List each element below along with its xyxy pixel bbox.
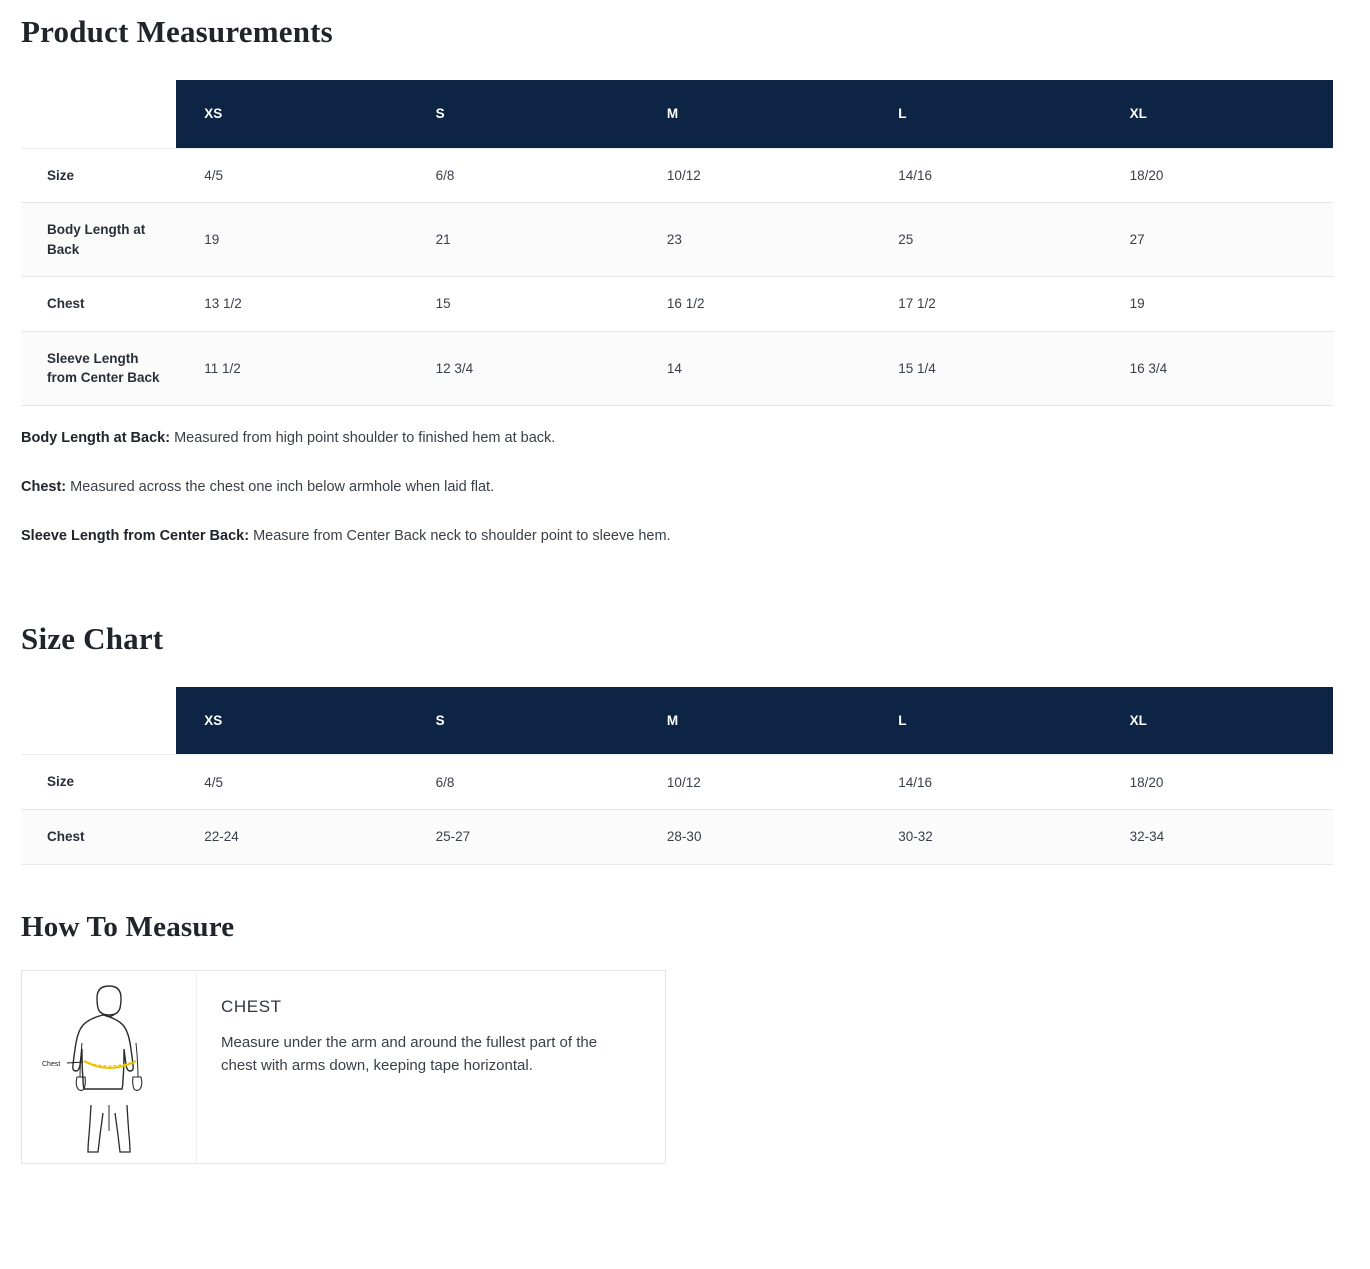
column-header-label: M xyxy=(666,106,679,122)
table-cell: 23 xyxy=(639,203,870,277)
table-cell: 27 xyxy=(1102,203,1333,277)
card-text: Measure under the arm and around the fullest part of the chest with arms down, keeping tape horizontal. xyxy=(221,1033,598,1074)
table-cell: 6/8 xyxy=(408,148,639,203)
how-to-measure-card-body xyxy=(197,971,659,1163)
note-text: Measured across the chest one inch below armhole when laid flat. xyxy=(66,478,495,495)
column-header-m xyxy=(639,80,870,148)
column-header-label: XL xyxy=(1129,106,1147,122)
column-header-xs xyxy=(176,80,407,148)
page-title-size-chart: Size Chart xyxy=(21,620,164,656)
table-cell: 6/8 xyxy=(408,755,639,810)
row-label: Size xyxy=(21,148,176,203)
note-chest xyxy=(21,477,1349,498)
column-header-xl xyxy=(1102,80,1333,148)
table-cell: 21 xyxy=(408,203,639,277)
table-cell: 32-34 xyxy=(1102,809,1333,864)
row-label: Size xyxy=(21,755,176,810)
table-cell: 19 xyxy=(1102,277,1333,332)
column-header-label: XL xyxy=(1129,713,1147,729)
note-body-length xyxy=(21,428,1349,449)
column-header-l xyxy=(870,687,1101,755)
card-heading: CHEST xyxy=(221,996,282,1016)
table-cell: 4/5 xyxy=(176,755,407,810)
table-cell: 13 1/2 xyxy=(176,277,407,332)
row-label: Sleeve Length from Center Back xyxy=(21,331,176,405)
page-title-product-measurements: Product Measurements xyxy=(21,14,333,49)
table-cell: 22-24 xyxy=(176,809,407,864)
column-header-m xyxy=(639,687,870,755)
note-term: Sleeve Length from Center Back: xyxy=(21,527,250,544)
chest-measure-diagram-icon xyxy=(22,971,197,1163)
note-sleeve-length xyxy=(21,526,1349,547)
column-header-label: S xyxy=(435,106,445,122)
table-row xyxy=(21,331,1333,405)
table-cell: 14 xyxy=(639,331,870,405)
column-header-xl xyxy=(1102,687,1333,755)
spacer xyxy=(0,50,1370,80)
note-text: Measure from Center Back neck to shoulder point to sleeve hem. xyxy=(249,527,671,544)
size-chart-table xyxy=(21,687,1333,865)
table-row xyxy=(21,809,1333,864)
column-header-label: L xyxy=(898,106,907,122)
figure-label: Chest xyxy=(42,1060,61,1068)
table-cell: 17 1/2 xyxy=(870,277,1101,332)
table-row xyxy=(21,148,1333,203)
table-cell: 19 xyxy=(176,203,407,277)
table-row xyxy=(21,277,1333,332)
table-cell: 15 1/4 xyxy=(870,331,1101,405)
product-measurements-table xyxy=(21,80,1333,406)
table-cell: 14/16 xyxy=(870,755,1101,810)
row-label: Chest xyxy=(21,809,176,864)
table-cell: 14/16 xyxy=(870,148,1101,203)
table-corner-cell xyxy=(21,687,176,755)
table-cell: 16 1/2 xyxy=(639,277,870,332)
table-cell: 15 xyxy=(408,277,639,332)
column-header-xs xyxy=(176,687,407,755)
note-text: Measured from high point shoulder to finished hem at back. xyxy=(170,429,556,446)
table-cell: 18/20 xyxy=(1102,148,1333,203)
table-cell: 10/12 xyxy=(639,755,870,810)
table-cell: 4/5 xyxy=(176,148,407,203)
column-header-label: XS xyxy=(204,713,223,729)
column-header-label: L xyxy=(898,713,907,729)
table-cell: 16 3/4 xyxy=(1102,331,1333,405)
spacer xyxy=(0,865,1370,911)
column-header-s xyxy=(408,687,639,755)
table-cell: 25 xyxy=(870,203,1101,277)
table-cell: 18/20 xyxy=(1102,755,1333,810)
table-header xyxy=(21,80,1333,148)
table-cell: 28-30 xyxy=(639,809,870,864)
table-header xyxy=(21,687,1333,755)
column-header-label: S xyxy=(435,713,445,729)
note-term: Chest: xyxy=(21,478,67,495)
table-header-row xyxy=(21,80,1333,148)
table-cell: 10/12 xyxy=(639,148,870,203)
row-label: Body Length at Back xyxy=(21,203,176,277)
how-to-measure-card-chest xyxy=(21,970,666,1164)
column-header-label: XS xyxy=(204,106,223,122)
table-corner-cell xyxy=(21,80,176,148)
note-term: Body Length at Back: xyxy=(21,429,171,446)
spacer xyxy=(0,575,1370,621)
table-row xyxy=(21,203,1333,277)
table-cell: 30-32 xyxy=(870,809,1101,864)
table-cell: 11 1/2 xyxy=(176,331,407,405)
spacer xyxy=(0,657,1370,687)
page-title-how-to-measure: How To Measure xyxy=(21,910,235,943)
table-body xyxy=(21,755,1333,864)
table-cell: 25-27 xyxy=(408,809,639,864)
table-cell: 12 3/4 xyxy=(408,331,639,405)
column-header-s xyxy=(408,80,639,148)
measurement-notes xyxy=(0,406,1370,547)
table-body xyxy=(21,148,1333,405)
column-header-l xyxy=(870,80,1101,148)
table-header-row xyxy=(21,687,1333,755)
row-label: Chest xyxy=(21,277,176,332)
column-header-label: M xyxy=(666,713,679,729)
table-row xyxy=(21,755,1333,810)
